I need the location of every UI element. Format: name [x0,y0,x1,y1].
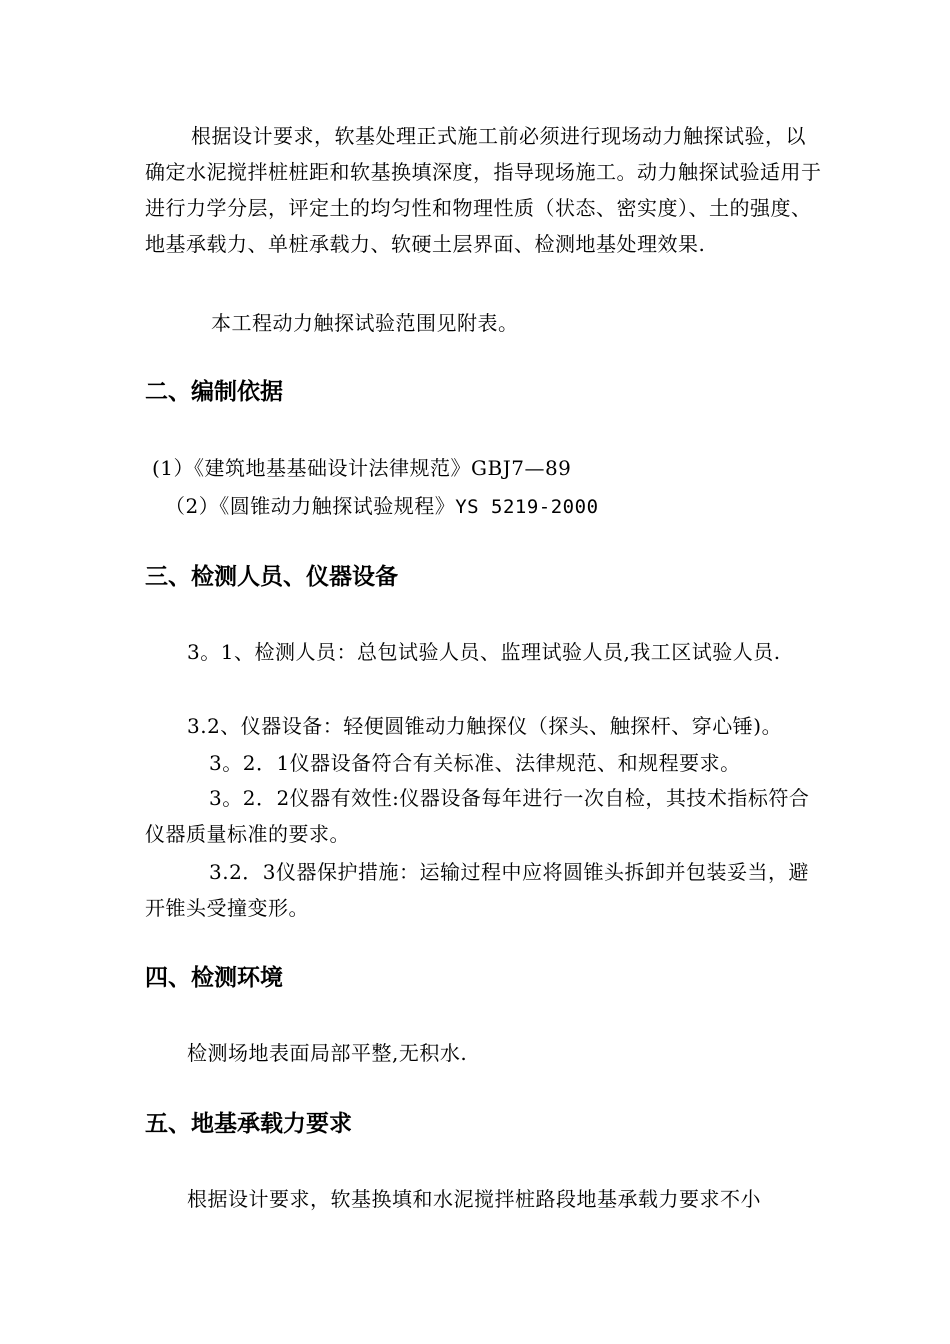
section-heading-personnel-equipment: 三、检测人员、仪器设备 [145,564,398,590]
bearing-capacity-text: 根据设计要求，软基换填和水泥搅拌桩路段地基承载力要求不小 [187,1187,761,1211]
section-heading-bearing-capacity: 五、地基承载力要求 [145,1111,352,1137]
environment-text: 检测场地表面局部平整,无积水. [187,1041,468,1065]
item-3-2-3-protection: 3.2．3仪器保护措施：运输过程中应将圆锥头拆卸并包装妥当，避开锥头受撞变形。 [145,860,810,920]
reference-item-2-code: YS 5219-2000 [455,496,599,518]
section-heading-environment: 四、检测环境 [145,965,283,991]
scope-line: 本工程动力触探试验范围见附表。 [211,311,519,335]
item-3-2-1-standards: 3。2．1仪器设备符合有关标准、法律规范、和规程要求。 [209,751,741,775]
reference-item-2-title: （2）《圆锥动力触探试验规程》 [165,494,456,518]
reference-item-1: (1）《建筑地基基础设计法律规范》GBJ7—89 [152,456,572,480]
intro-paragraph: 根据设计要求，软基处理正式施工前必须进行现场动力触探试验，以确定水泥搅拌桩桩距和软基换填深度，指导现场施工。动力触探试验适用于进行力学分层，评定土的均匀性和物理性质（状态、密实度）、土的强度、地基承载力、单桩承载力、软硬土层界面、检测地基处理效果. [145,124,822,256]
section-heading-basis: 二、编制依据 [145,379,283,405]
reference-item-2 [165,491,599,522]
item-3-2-2-validity: 3。2．2仪器有效性:仪器设备每年进行一次自检，其技术指标符合仪器质量标准的要求。 [145,786,810,846]
item-3-1-personnel: 3。1、检测人员：总包试验人员、监理试验人员,我工区试验人员. [187,640,781,664]
item-3-2-equipment: 3.2、仪器设备：轻便圆锥动力触探仪（探头、触探杆、穿心锤)。 [187,714,783,738]
